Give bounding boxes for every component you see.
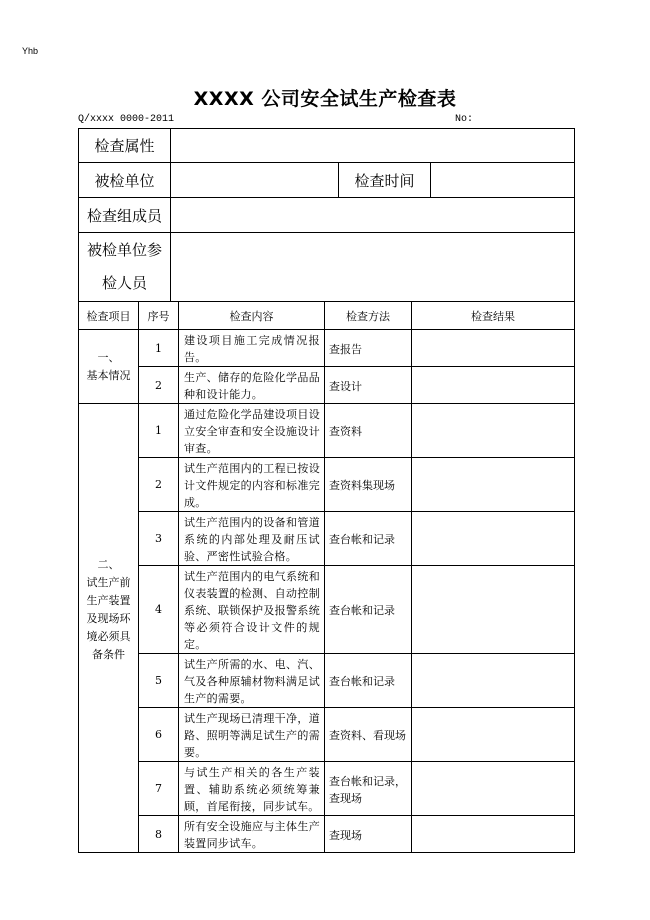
category-line: 试生产前 bbox=[86, 576, 131, 589]
row-method: 查资料集现场 bbox=[325, 458, 412, 512]
row-content: 试生产现场已清理干净，道路、照明等满足试生产的需要。 bbox=[179, 708, 325, 762]
inspection-attribute-field[interactable] bbox=[171, 129, 575, 163]
row-content: 通过危险化学品建设项目设立安全审查和安全设施设计审查。 bbox=[179, 404, 325, 458]
category-line: 境必须具 bbox=[86, 630, 131, 643]
table-row bbox=[79, 708, 575, 762]
row-content: 生产、储存的危险化学品品种和设计能力。 bbox=[179, 367, 325, 404]
inspection-time-label: 检查时间 bbox=[339, 163, 431, 198]
row-method: 查资料、看现场 bbox=[325, 708, 412, 762]
inspection-attribute-label: 检查属性 bbox=[79, 129, 171, 163]
category-pre-production-conditions bbox=[79, 404, 139, 853]
page-title: XXXX 公司安全试生产检查表 bbox=[193, 88, 457, 110]
row-seq: 8 bbox=[139, 816, 179, 853]
row-result-field[interactable] bbox=[412, 816, 575, 853]
row-seq: 1 bbox=[139, 330, 179, 367]
row-method: 查台帐和记录，查现场 bbox=[325, 762, 412, 816]
category-line: 及现场环 bbox=[86, 612, 131, 625]
document-number-label: No: bbox=[455, 114, 474, 125]
inspection-info-table bbox=[78, 128, 575, 302]
row-seq: 4 bbox=[139, 566, 179, 654]
row-result-field[interactable] bbox=[412, 708, 575, 762]
table-row bbox=[79, 367, 575, 404]
inspected-unit-field[interactable] bbox=[171, 163, 339, 198]
inspection-time-field[interactable] bbox=[431, 163, 575, 198]
row-result-field[interactable] bbox=[412, 512, 575, 566]
header-inspection-item: 检查项目 bbox=[79, 302, 139, 330]
category-line: 二、 bbox=[97, 558, 120, 571]
row-method: 查台帐和记录 bbox=[325, 654, 412, 708]
category-line: 基本情况 bbox=[86, 368, 131, 382]
header-inspection-result: 检查结果 bbox=[412, 302, 575, 330]
row-result-field[interactable] bbox=[412, 654, 575, 708]
table-row bbox=[79, 816, 575, 853]
inspection-members-field[interactable] bbox=[171, 198, 575, 233]
inspection-checklist-table bbox=[78, 301, 575, 853]
row-seq: 1 bbox=[139, 404, 179, 458]
header-mark: Yhb bbox=[22, 46, 39, 56]
row-result-field[interactable] bbox=[412, 566, 575, 654]
row-method: 查资料 bbox=[325, 404, 412, 458]
inspection-members-label: 检查组成员 bbox=[79, 198, 171, 233]
row-content: 建设项目施工完成情况报告。 bbox=[179, 330, 325, 367]
row-method: 查台帐和记录 bbox=[325, 512, 412, 566]
row-content: 试生产所需的水、电、汽、气及各种原辅材物料满足试生产的需要。 bbox=[179, 654, 325, 708]
row-content: 试生产范围内的电气系统和仪表装置的检测、自动控制系统、联锁保护及报警系统等必须符合设计文件的规定。 bbox=[179, 566, 325, 654]
header-sequence: 序号 bbox=[139, 302, 179, 330]
row-seq: 5 bbox=[139, 654, 179, 708]
row-content: 试生产范围内的设备和管道系统的内部处理及耐压试验、严密性试验合格。 bbox=[179, 512, 325, 566]
category-line: 一、 bbox=[97, 350, 120, 364]
row-method: 查现场 bbox=[325, 816, 412, 853]
document-code: Q/xxxx 0000-2011 bbox=[78, 114, 175, 125]
row-seq: 6 bbox=[139, 708, 179, 762]
table-row bbox=[79, 458, 575, 512]
row-content: 与试生产相关的各生产装置、辅助系统必须统筹兼顾，首尾衔接，同步试车。 bbox=[179, 762, 325, 816]
row-result-field[interactable] bbox=[412, 404, 575, 458]
row-method: 查报告 bbox=[325, 330, 412, 367]
table-row bbox=[79, 762, 575, 816]
row-method: 查设计 bbox=[325, 367, 412, 404]
row-result-field[interactable] bbox=[412, 762, 575, 816]
participants-label-line-2: 检人员 bbox=[101, 274, 147, 292]
category-line: 备条件 bbox=[92, 648, 125, 661]
inspected-unit-label: 被检单位 bbox=[79, 163, 171, 198]
row-seq: 2 bbox=[139, 458, 179, 512]
header-inspection-content: 检查内容 bbox=[179, 302, 325, 330]
participants-label bbox=[79, 233, 171, 302]
participants-field[interactable] bbox=[171, 233, 575, 302]
category-basic-info bbox=[79, 330, 139, 404]
table-row bbox=[79, 330, 575, 367]
participants-label-line-1: 被检单位参 bbox=[86, 241, 162, 259]
category-line: 生产装置 bbox=[86, 594, 131, 607]
table-row bbox=[79, 566, 575, 654]
row-result-field[interactable] bbox=[412, 330, 575, 367]
row-seq: 2 bbox=[139, 367, 179, 404]
table-row bbox=[79, 654, 575, 708]
row-content: 所有安全设施应与主体生产装置同步试车。 bbox=[179, 816, 325, 853]
row-result-field[interactable] bbox=[412, 367, 575, 404]
row-method: 查台帐和记录 bbox=[325, 566, 412, 654]
table-row bbox=[79, 512, 575, 566]
table-row bbox=[79, 404, 575, 458]
row-seq: 7 bbox=[139, 762, 179, 816]
row-result-field[interactable] bbox=[412, 458, 575, 512]
row-content: 试生产范围内的工程已按设计文件规定的内容和标准完成。 bbox=[179, 458, 325, 512]
header-inspection-method: 检查方法 bbox=[325, 302, 412, 330]
row-seq: 3 bbox=[139, 512, 179, 566]
